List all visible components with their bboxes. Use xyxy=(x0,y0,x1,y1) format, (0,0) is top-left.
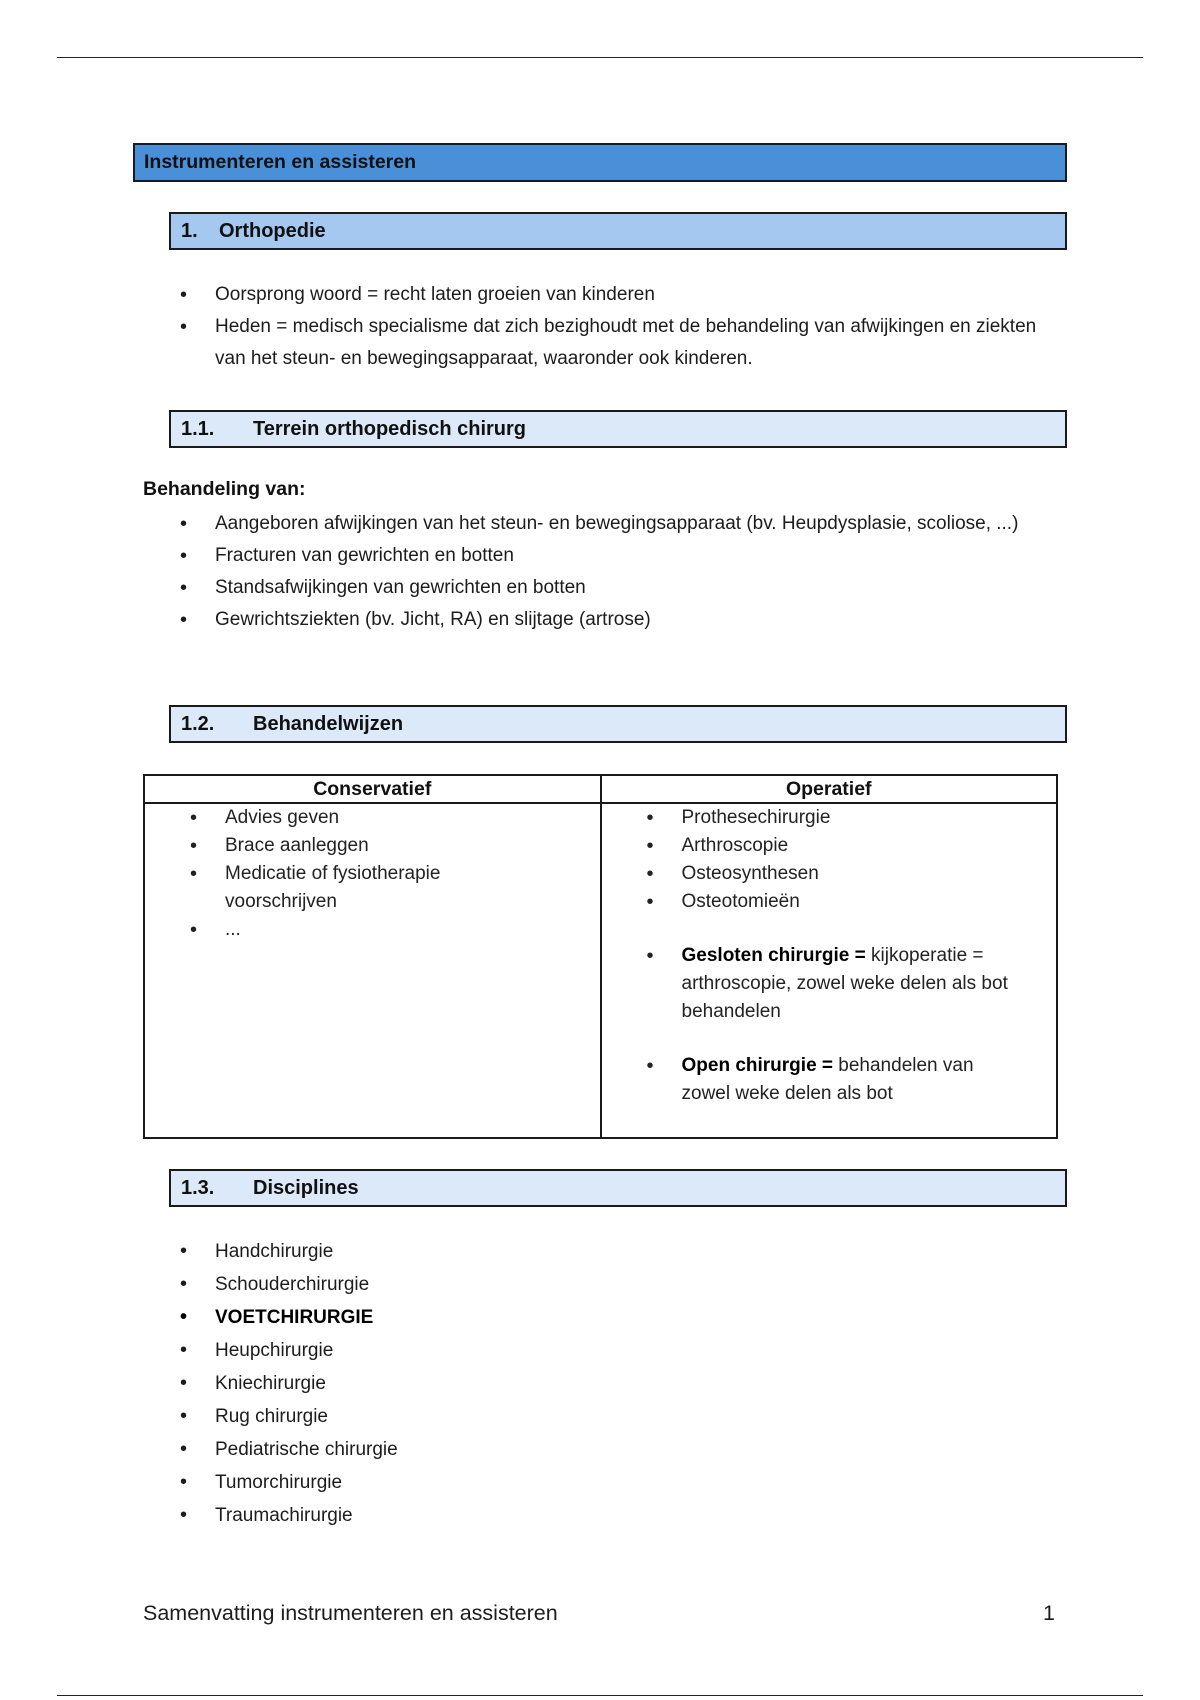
footer-rule xyxy=(57,1695,1143,1696)
list-item: • Brace aanleggen xyxy=(190,832,580,860)
disciplines-list xyxy=(180,1236,780,1533)
operatief-cell xyxy=(601,803,1058,1138)
list-item: • Heden = medisch specialisme dat zich bezighoudt met de behandeling van afwijkingen en ziekten van het steun- en bewegingsapparaat, waaronder ook kinderen. xyxy=(180,311,1050,375)
page-number: 1 xyxy=(1043,1601,1055,1625)
list-item: • Schouderchirurgie xyxy=(180,1269,780,1300)
list-item: • Prothesechirurgie xyxy=(647,804,1037,832)
section-number: 1.3. xyxy=(181,1176,215,1199)
header-rule xyxy=(57,57,1143,58)
list-item: • Rug chirurgie xyxy=(180,1401,780,1432)
document-main-heading xyxy=(133,143,1067,182)
definition-open-chirurgie: behandelen van zowel weke delen als bot xyxy=(681,1055,974,1104)
section-title: Terrein orthopedisch chirurg xyxy=(253,417,526,440)
list-item: • Standsafwijkingen van gewrichten en botten xyxy=(180,572,1050,604)
orthopedie-list xyxy=(180,279,1050,375)
list-item: • Tumorchirurgie xyxy=(180,1467,780,1498)
treatment-methods-table xyxy=(143,774,1058,1139)
list-item: • Traumachirurgie xyxy=(180,1500,780,1531)
footer-title: Samenvatting instrumenteren en assisteren xyxy=(143,1601,558,1625)
column-header-conservatief: Conservatief xyxy=(144,775,601,803)
section-heading-terrein xyxy=(169,410,1067,448)
section-heading-behandelwijzen xyxy=(169,705,1067,743)
list-item: • Pediatrische chirurgie xyxy=(180,1434,780,1465)
conservatief-cell xyxy=(144,803,601,1138)
list-item: • Osteosynthesen xyxy=(647,860,1037,888)
main-heading-text: Instrumenteren en assisteren xyxy=(144,151,417,173)
list-item-open-chirurgie xyxy=(647,1052,1012,1108)
conservatief-list xyxy=(145,804,600,944)
list-item: • Arthroscopie xyxy=(647,832,1037,860)
list-item-gesloten-chirurgie xyxy=(647,942,1012,1026)
section-title: Behandelwijzen xyxy=(253,712,404,735)
list-item: • Advies geven xyxy=(190,804,580,832)
definition-gesloten-chirurgie: kijkoperatie = arthroscopie, zowel weke delen als bot behandelen xyxy=(681,945,1008,1022)
list-item: • Osteotomieën xyxy=(647,888,1037,916)
section-number: 1. xyxy=(181,219,198,242)
list-item: • Kniechirurgie xyxy=(180,1368,780,1399)
treatment-label: Behandeling van: xyxy=(143,478,306,500)
list-item: • Oorsprong woord = recht laten groeien van kinderen xyxy=(180,279,1050,311)
section-heading-disciplines xyxy=(169,1169,1067,1207)
operatief-list xyxy=(602,804,1057,1108)
section-number: 1.2. xyxy=(181,712,215,735)
list-item: • VOETCHIRURGIE xyxy=(180,1302,780,1333)
section-heading-orthopedie xyxy=(169,212,1067,250)
list-item: • ... xyxy=(190,916,580,944)
list-item: • Fracturen van gewrichten en botten xyxy=(180,540,1050,572)
list-item: • Aangeboren afwijkingen van het steun- en bewegingsapparaat (bv. Heupdysplasie, scoliose, ...) xyxy=(180,508,1050,540)
list-item: • Gewrichtsziekten (bv. Jicht, RA) en slijtage (artrose) xyxy=(180,604,1050,636)
list-item: • Handchirurgie xyxy=(180,1236,780,1267)
term-open-chirurgie: Open chirurgie = xyxy=(681,1055,834,1076)
section-title: Orthopedie xyxy=(219,219,326,242)
section-number: 1.1. xyxy=(181,417,215,440)
section-title: Disciplines xyxy=(253,1176,359,1199)
column-header-operatief: Operatief xyxy=(601,775,1058,803)
list-item: • Medicatie of fysiotherapie voorschrijven xyxy=(190,860,475,916)
list-item: • Heupchirurgie xyxy=(180,1335,780,1366)
treatment-list xyxy=(180,508,1050,636)
term-gesloten-chirurgie: Gesloten chirurgie = xyxy=(681,945,866,966)
